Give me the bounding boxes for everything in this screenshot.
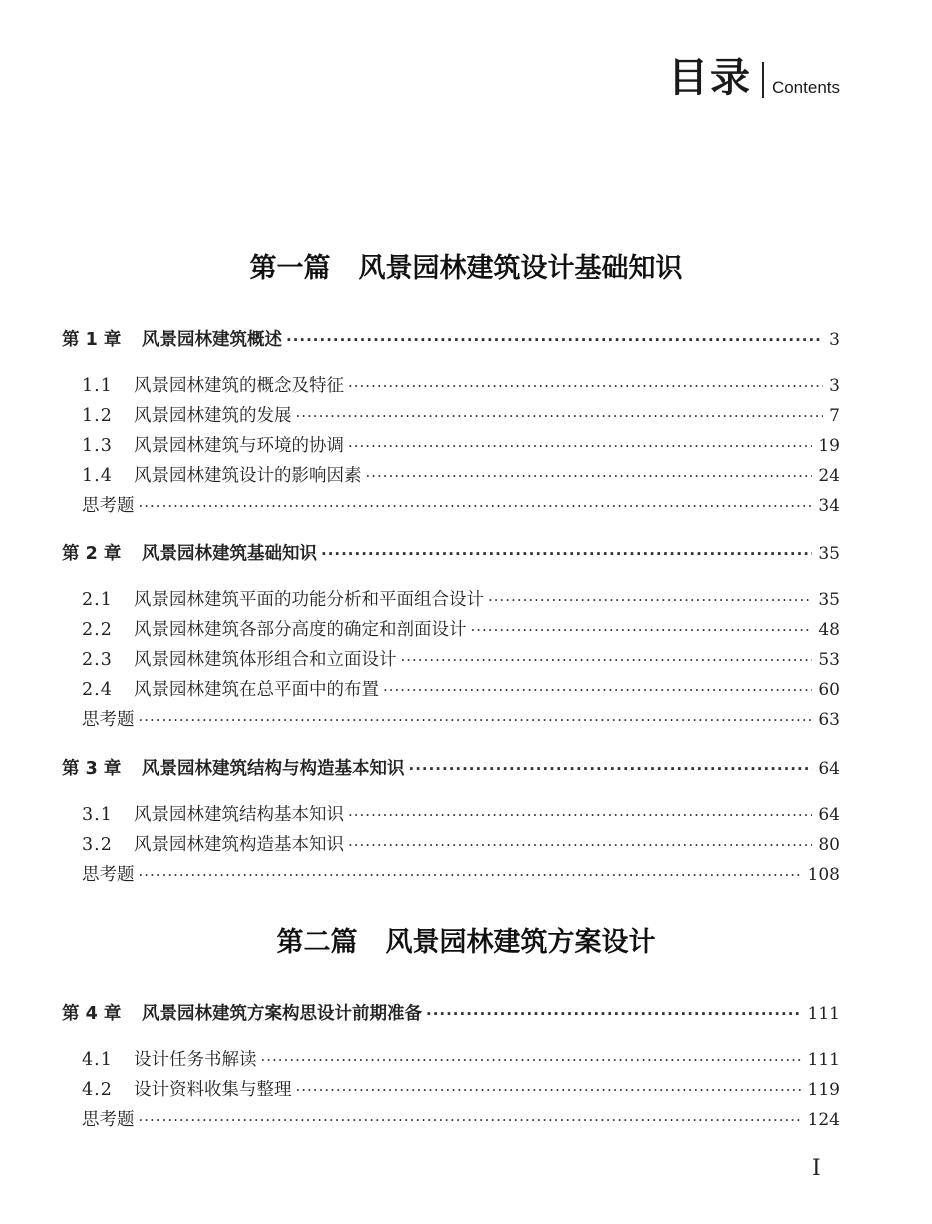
dot-leader bbox=[366, 461, 813, 491]
contents-title: 目录 bbox=[667, 55, 752, 101]
section-number: 2.1 bbox=[82, 590, 113, 610]
page-number: 64 bbox=[818, 759, 840, 779]
dot-leader bbox=[348, 830, 812, 860]
part-heading-2 bbox=[0, 920, 932, 959]
dot-leader bbox=[139, 491, 813, 521]
chapter-title: 风景园林建筑结构与构造基本知识 bbox=[142, 759, 405, 779]
page-number: 111 bbox=[807, 1050, 840, 1070]
dot-leader bbox=[348, 431, 812, 461]
chapter-entry[interactable] bbox=[62, 325, 840, 355]
part-label: 第二篇 bbox=[276, 927, 358, 958]
review-questions-entry[interactable] bbox=[62, 1105, 840, 1135]
section-title: 风景园林建筑各部分高度的确定和剖面设计 bbox=[134, 620, 467, 640]
chapter-title: 风景园林建筑概述 bbox=[142, 330, 282, 350]
chapter-block-3 bbox=[62, 754, 840, 784]
section-title: 风景园林建筑在总平面中的布置 bbox=[134, 680, 379, 700]
section-entry[interactable] bbox=[62, 645, 840, 675]
page-number: 119 bbox=[807, 1080, 840, 1100]
chapter-entry[interactable] bbox=[62, 999, 840, 1029]
chapter-title: 风景园林建筑基础知识 bbox=[142, 544, 317, 564]
chapter-block-2 bbox=[62, 539, 840, 569]
dot-leader bbox=[348, 371, 823, 401]
page-number: 60 bbox=[818, 680, 840, 700]
chapter-number: 第 1 章 bbox=[62, 330, 122, 350]
contents-header bbox=[668, 56, 840, 100]
dot-leader bbox=[471, 615, 813, 645]
section-number: 3.2 bbox=[82, 835, 113, 855]
section-title: 风景园林建筑与环境的协调 bbox=[134, 436, 344, 456]
page-number: 64 bbox=[818, 805, 840, 825]
page-number: 35 bbox=[818, 590, 840, 610]
page-number: 3 bbox=[829, 376, 840, 396]
page-number: 35 bbox=[818, 544, 840, 564]
section-entry[interactable] bbox=[62, 401, 840, 431]
section-entry[interactable] bbox=[62, 431, 840, 461]
chapter-number: 第 2 章 bbox=[62, 544, 122, 564]
section-entry[interactable] bbox=[62, 1045, 840, 1075]
section-number: 1.4 bbox=[82, 466, 113, 486]
contents-subtitle: Contents bbox=[771, 78, 840, 97]
chapter-title: 风景园林建筑方案构思设计前期准备 bbox=[142, 1004, 422, 1024]
page-number: 53 bbox=[818, 650, 840, 670]
part-label: 第一篇 bbox=[249, 253, 331, 284]
section-entry[interactable] bbox=[62, 371, 840, 401]
dot-leader bbox=[401, 645, 813, 675]
review-title: 思考题 bbox=[82, 865, 135, 885]
dot-leader bbox=[139, 1105, 802, 1135]
section-number: 3.1 bbox=[82, 805, 113, 825]
section-number: 1.2 bbox=[82, 406, 113, 426]
section-title: 风景园林建筑的发展 bbox=[134, 406, 292, 426]
section-number: 2.2 bbox=[82, 620, 113, 640]
page-number: 48 bbox=[818, 620, 840, 640]
dot-leader bbox=[348, 800, 812, 830]
page-number: 63 bbox=[818, 710, 840, 730]
section-list-3 bbox=[62, 800, 840, 890]
dot-leader bbox=[488, 585, 812, 615]
dot-leader bbox=[426, 999, 802, 1029]
part-heading-1 bbox=[0, 246, 932, 285]
section-title: 设计资料收集与整理 bbox=[134, 1080, 292, 1100]
section-list-4 bbox=[62, 1045, 840, 1135]
dot-leader bbox=[409, 754, 813, 784]
section-title: 设计任务书解读 bbox=[134, 1050, 257, 1070]
section-title: 风景园林建筑平面的功能分析和平面组合设计 bbox=[134, 590, 484, 610]
page-number: 80 bbox=[818, 835, 840, 855]
section-title: 风景园林建筑体形组合和立面设计 bbox=[134, 650, 397, 670]
chapter-entry[interactable] bbox=[62, 754, 840, 784]
review-title: 思考题 bbox=[82, 1110, 135, 1130]
section-entry[interactable] bbox=[62, 830, 840, 860]
page-number: 3 bbox=[829, 330, 840, 350]
page-folio: I bbox=[812, 1156, 821, 1181]
section-list-2 bbox=[62, 585, 840, 735]
section-entry[interactable] bbox=[62, 585, 840, 615]
section-number: 4.2 bbox=[82, 1080, 113, 1100]
chapter-block-1 bbox=[62, 325, 840, 355]
page-number: 111 bbox=[807, 1004, 840, 1024]
section-title: 风景园林建筑构造基本知识 bbox=[134, 835, 344, 855]
dot-leader bbox=[296, 1075, 802, 1105]
section-number: 1.3 bbox=[82, 436, 113, 456]
dot-leader bbox=[139, 705, 813, 735]
section-title: 风景园林建筑的概念及特征 bbox=[134, 376, 344, 396]
section-entry[interactable] bbox=[62, 461, 840, 491]
review-title: 思考题 bbox=[82, 496, 135, 516]
dot-leader bbox=[261, 1045, 802, 1075]
part-title: 风景园林建筑设计基础知识 bbox=[358, 253, 683, 284]
page-number: 34 bbox=[818, 496, 840, 516]
page-number: 7 bbox=[829, 406, 840, 426]
review-questions-entry[interactable] bbox=[62, 491, 840, 521]
dot-leader bbox=[286, 325, 823, 355]
dot-leader bbox=[139, 860, 802, 890]
review-questions-entry[interactable] bbox=[62, 860, 840, 890]
section-title: 风景园林建筑结构基本知识 bbox=[134, 805, 344, 825]
section-number: 1.1 bbox=[82, 376, 113, 396]
section-list-1 bbox=[62, 371, 840, 521]
section-entry[interactable] bbox=[62, 1075, 840, 1105]
section-entry[interactable] bbox=[62, 800, 840, 830]
chapter-number: 第 4 章 bbox=[62, 1004, 122, 1024]
page-number: 24 bbox=[818, 466, 840, 486]
dot-leader bbox=[321, 539, 812, 569]
section-number: 4.1 bbox=[82, 1050, 113, 1070]
chapter-number: 第 3 章 bbox=[62, 759, 122, 779]
chapter-entry[interactable] bbox=[62, 539, 840, 569]
section-title: 风景园林建筑设计的影响因素 bbox=[134, 466, 362, 486]
section-number: 2.4 bbox=[82, 680, 113, 700]
section-entry[interactable] bbox=[62, 675, 840, 705]
part-title: 风景园林建筑方案设计 bbox=[385, 927, 656, 958]
title-separator bbox=[762, 62, 764, 98]
section-entry[interactable] bbox=[62, 615, 840, 645]
section-number: 2.3 bbox=[82, 650, 113, 670]
page-number: 124 bbox=[807, 1110, 840, 1130]
dot-leader bbox=[296, 401, 824, 431]
review-questions-entry[interactable] bbox=[62, 705, 840, 735]
page-number: 19 bbox=[818, 436, 840, 456]
review-title: 思考题 bbox=[82, 710, 135, 730]
chapter-block-4 bbox=[62, 999, 840, 1029]
dot-leader bbox=[383, 675, 812, 705]
page-number: 108 bbox=[807, 865, 840, 885]
